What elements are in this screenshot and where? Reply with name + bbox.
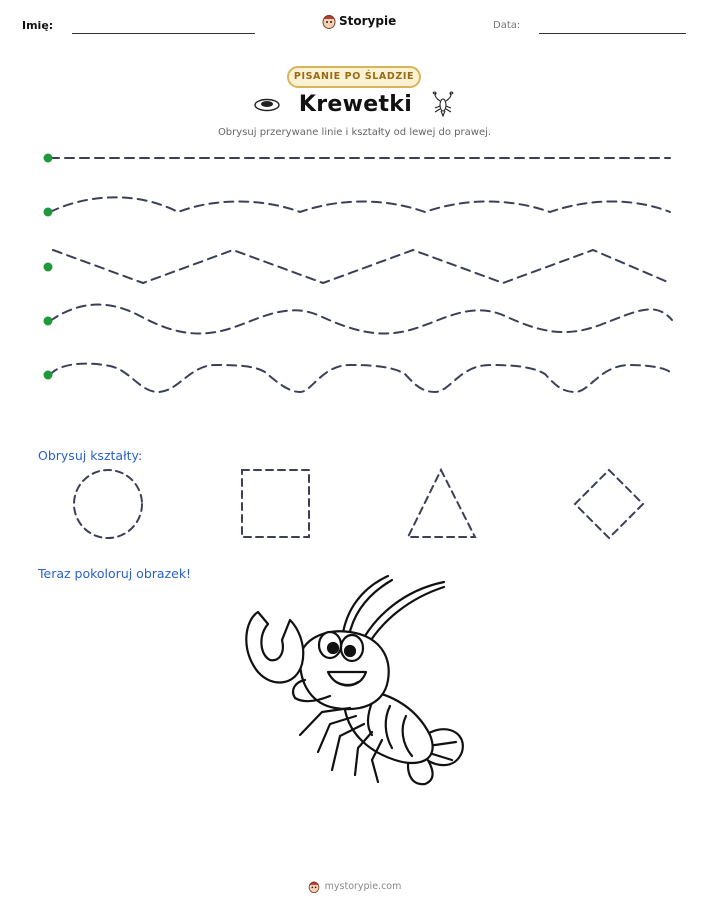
date-field-line[interactable] <box>539 33 686 34</box>
trace-line-wave[interactable] <box>50 305 672 334</box>
worksheet-badge: PISANIE PO ŚLADZIE <box>287 66 421 88</box>
lobster-icon <box>430 91 456 117</box>
instruction-text: Obrysuj przerywane linie i kształty od lewej do prawej. <box>217 127 492 138</box>
footer <box>0 880 709 893</box>
name-field-line[interactable] <box>72 33 255 34</box>
start-dot <box>44 208 53 217</box>
trace-line-zigzag[interactable] <box>53 250 670 283</box>
trace-line-scallop[interactable] <box>50 364 670 392</box>
tracing-lines <box>0 140 709 400</box>
coloring-section-label: Teraz pokoloruj obrazek! <box>38 566 192 581</box>
brand-logo <box>322 13 396 29</box>
shapes-section-label: Obrysuj kształty: <box>38 448 143 463</box>
date-label: Data: <box>493 20 521 31</box>
title-row <box>0 91 709 117</box>
start-dot <box>44 263 53 272</box>
brand-name: Storypie <box>339 14 397 28</box>
trace-triangle-shape[interactable] <box>408 470 475 537</box>
tracing-shapes <box>0 462 709 544</box>
footer-url[interactable]: mystorypie.com <box>324 881 402 892</box>
name-label: Imię: <box>22 19 54 32</box>
storypie-mascot-icon <box>322 13 336 29</box>
shrimp-coloring-illustration <box>238 575 473 790</box>
storypie-mascot-icon <box>308 880 320 893</box>
shrimp-dish-icon <box>253 96 281 112</box>
start-dot <box>44 317 53 326</box>
page-title: Krewetki <box>298 91 413 117</box>
start-dot <box>44 154 53 163</box>
trace-line-soft-wave[interactable] <box>50 197 670 212</box>
trace-circle-shape[interactable] <box>74 470 142 538</box>
trace-square-shape[interactable] <box>242 470 309 537</box>
start-dot <box>44 371 53 380</box>
trace-diamond-shape[interactable] <box>575 470 643 538</box>
